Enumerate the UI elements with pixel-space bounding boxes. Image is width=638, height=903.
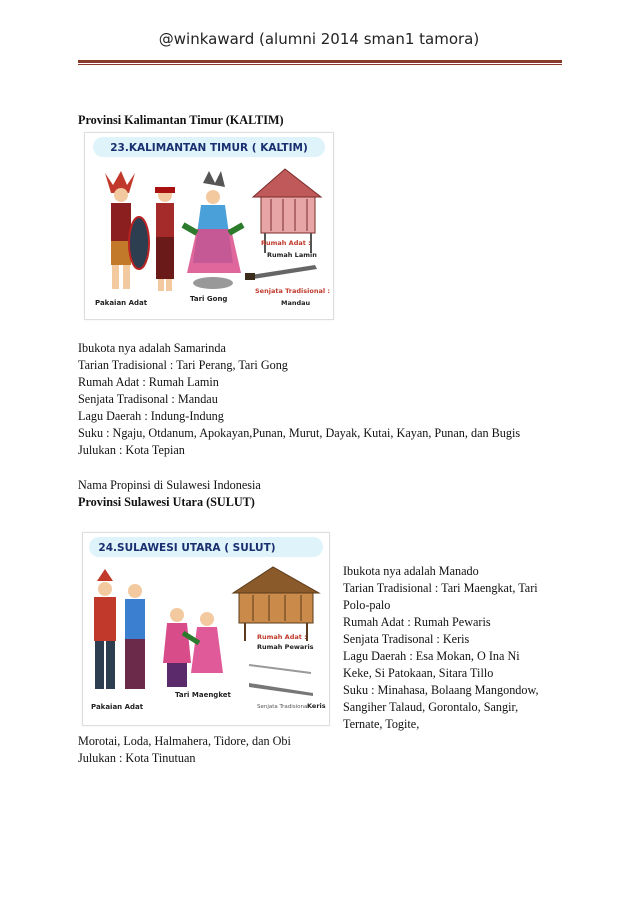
sulut-heading: Provinsi Sulawesi Utara (SULUT): [78, 495, 255, 509]
sulut-woman-figure: [125, 584, 145, 689]
sulut-line-tarian: Tarian Tradisional : Tari Maengkat, Tari: [343, 581, 538, 595]
header-rule: [78, 60, 562, 63]
sulut-illustration: [82, 532, 330, 726]
sulut-line-senjata: Senjata Tradisonal : Keris: [343, 632, 470, 646]
sulut-label-rumah-1: Rumah Adat :: [257, 633, 307, 641]
sulut-line-ibukota: Ibukota nya adalah Manado: [343, 564, 479, 578]
sulut-line-rumah: Rumah Adat : Rumah Pewaris: [343, 615, 491, 629]
kaltim-heading: Provinsi Kalimantan Timur (KALTIM): [78, 113, 284, 127]
sulut-line-lagu: Lagu Daerah : Esa Mokan, O Ina Ni: [343, 649, 520, 663]
header-rule-thin: [78, 64, 562, 65]
kaltim-label-pakaian: Pakaian Adat: [95, 299, 148, 307]
sulut-line-suku-cont: Sangiher Talaud, Gorontalo, Sangir,: [343, 700, 519, 714]
kaltim-line-lagu: Lagu Daerah : Indung-Indung: [78, 409, 224, 423]
kaltim-label-senjata-1: Senjata Tradisional :: [255, 287, 330, 295]
sulut-line-suku: Suku : Minahasa, Bolaang Mangondow,: [343, 683, 539, 697]
sulut-intro: Nama Propinsi di Sulawesi Indonesia: [78, 478, 261, 492]
kaltim-line-tarian: Tarian Tradisional : Tari Perang, Tari Gong: [78, 358, 288, 372]
sulut-line-suku-cont2: Ternate, Togite,: [343, 717, 420, 731]
sulut-label-pakaian: Pakaian Adat: [91, 703, 144, 711]
page-header: @winkaward (alumni 2014 sman1 tamora): [158, 30, 480, 48]
sulut-line-tarian-cont: Polo-palo: [343, 598, 391, 612]
sulut-line-julukan: Julukan : Kota Tinutuan: [78, 751, 196, 765]
sulut-label-keris: Keris: [307, 702, 326, 710]
sulut-line-lagu-cont: Keke, Si Patokaan, Sitara Tillo: [343, 666, 494, 680]
kaltim-line-ibukota: Ibukota nya adalah Samarinda: [78, 341, 226, 355]
kaltim-line-suku: Suku : Ngaju, Otdanum, Apokayan,Punan, Murut, Dayak, Kutai, Kayan, Punan, dan Bugis: [78, 426, 521, 440]
kaltim-line-senjata: Senjata Tradisonal : Mandau: [78, 392, 218, 406]
kaltim-image-title: 23.KALIMANTAN TIMUR ( KALTIM): [110, 142, 308, 154]
kaltim-label-rumah-2: Rumah Lamin: [267, 251, 317, 259]
kaltim-illustration: [84, 132, 334, 320]
kaltim-label-tari: Tari Gong: [190, 295, 228, 303]
sulut-image-title: 24.SULAWESI UTARA ( SULUT): [98, 542, 276, 554]
sulut-label-rumah-2: Rumah Pewaris: [257, 643, 314, 651]
kaltim-label-rumah-1: Rumah Adat :: [261, 239, 311, 247]
kaltim-line-julukan: Julukan : Kota Tepian: [78, 443, 185, 457]
sulut-label-senjata: Senjata Tradisional: [257, 704, 309, 710]
sulut-label-tari: Tari Maengket: [175, 691, 231, 699]
kaltim-line-rumah: Rumah Adat : Rumah Lamin: [78, 375, 219, 389]
kaltim-label-senjata-2: Mandau: [281, 299, 311, 307]
sulut-line-suku-cont3: Morotai, Loda, Halmahera, Tidore, dan Obi: [78, 734, 291, 748]
